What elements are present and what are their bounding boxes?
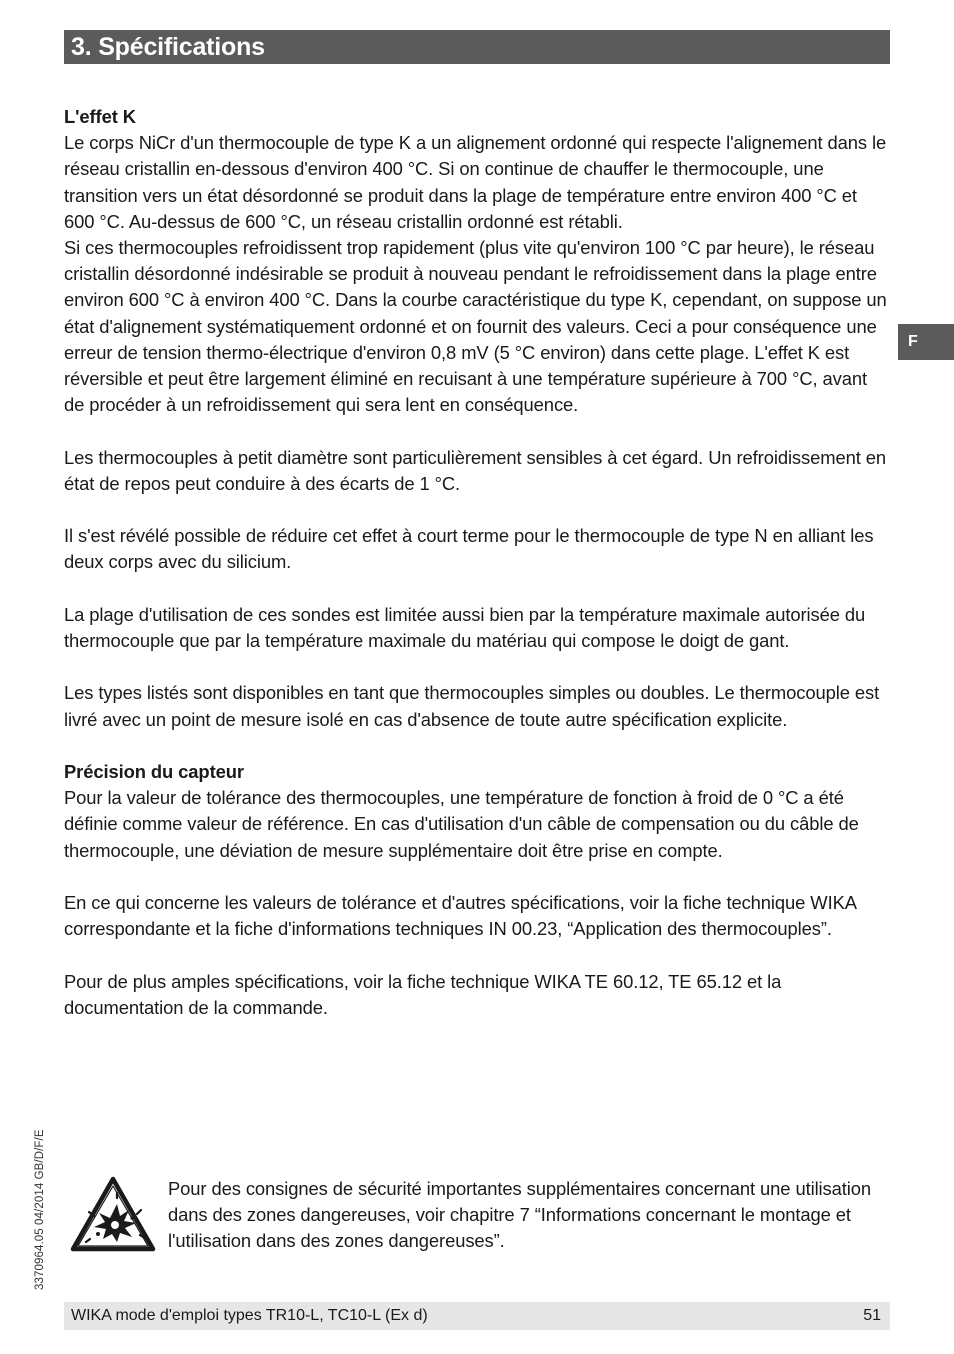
heading-k-effect: L'effet K bbox=[64, 106, 136, 127]
language-tab bbox=[898, 324, 954, 360]
explosion-hazard-icon bbox=[70, 1176, 156, 1252]
heading-sensor-accuracy: Précision du capteur bbox=[64, 761, 244, 782]
paragraph: Il s'est révélé possible de réduire cet effet à court terme pour le thermocouple de type N en alliant les deux corps avec du silicium. bbox=[64, 525, 874, 573]
paragraph: En ce qui concerne les valeurs de tolérance et d'autres spécifications, voir la fiche technique WIKA correspondante et la fiche d'informations techniques IN 00.23, “Application des thermocouples”. bbox=[64, 892, 856, 940]
paragraph: Le corps NiCr d'un thermocouple de type K a un alignement ordonné qui respecte l'alignement dans le réseau cristallin en-dessous d'environ 400 °C. Si on continue de chauffer le thermocouple, une transition vers un état désordonné se produit dans la plage de température entre environ 400 °C et 600 °C. Au-dessus de 600 °C, un réseau cristallin ordonné est rétabli. bbox=[64, 132, 887, 232]
paragraph: Les thermocouples à petit diamètre sont particulièrement sensibles à cet égard. Un refroidissement en état de repos peut conduire à des écarts de 1 °C. bbox=[64, 446, 886, 494]
safety-warning bbox=[64, 1176, 892, 1258]
section-title: 3. Spécifications bbox=[71, 33, 265, 61]
paragraph: Si ces thermocouples refroidissent trop rapidement (plus vite qu'environ 100 °C par heure), le réseau cristallin désordonné indésirable se produit à nouveau pendant le refroidissement dans la plage entre environ 600 °C à environ 400 °C. Dans la courbe caractéristique du type K, cependant, on suppose un état d'alignement systématiquement ordonné et on fournit des valeurs. Ceci a pour conséquence une erreur de tension thermo-électrique d'environ 0,8 mV (5 °C environ) dans cette plage. L'effet K est réversible et peut être largement éliminé en recuisant à une température supérieure à 700 °C, avant de procéder à un refroidissement qui sera lent en conséquence. bbox=[64, 237, 887, 416]
footer-title: WIKA mode d'emploi types TR10-L, TC10-L (Ex d) bbox=[71, 1307, 428, 1324]
warning-text: Pour des consignes de sécurité importantes supplémentaires concernant une utilisation dans des zones dangereuses, voir chapitre 7 “Informations concernant le montage et l'utilisation dans des zones dangereuses”. bbox=[168, 1178, 872, 1252]
page-footer bbox=[64, 1302, 890, 1330]
paragraph: Les types listés sont disponibles en tant que thermocouples simples ou doubles. Le thermocouple est livré avec un point de mesure isolé en cas d'absence de toute autre spécification explicite. bbox=[64, 682, 880, 730]
section-header-bar bbox=[64, 30, 890, 64]
main-content bbox=[64, 104, 892, 1021]
paragraph: La plage d'utilisation de ces sondes est limitée aussi bien par la température maximale autorisée du thermocouple que par la température maximale du matériau qui compose le doigt de gant. bbox=[64, 603, 866, 652]
paragraph: Pour la valeur de tolérance des thermocouples, une température de fonction à froid de 0 °C a été définie comme valeur de référence. En cas d'utilisation d'un câble de compensation ou du câble de thermocouple, une déviation de mesure supplémentaire doit être prise en compte. bbox=[64, 787, 859, 861]
language-tab-label: F bbox=[908, 333, 918, 350]
paragraph: Pour de plus amples spécifications, voir la fiche technique WIKA TE 60.12, TE 65.12 et la documentation de la commande. bbox=[64, 970, 782, 1018]
page-number: 51 bbox=[863, 1307, 881, 1324]
document-code: 3370964.05 04/2014 GB/D/F/E bbox=[34, 1129, 46, 1290]
